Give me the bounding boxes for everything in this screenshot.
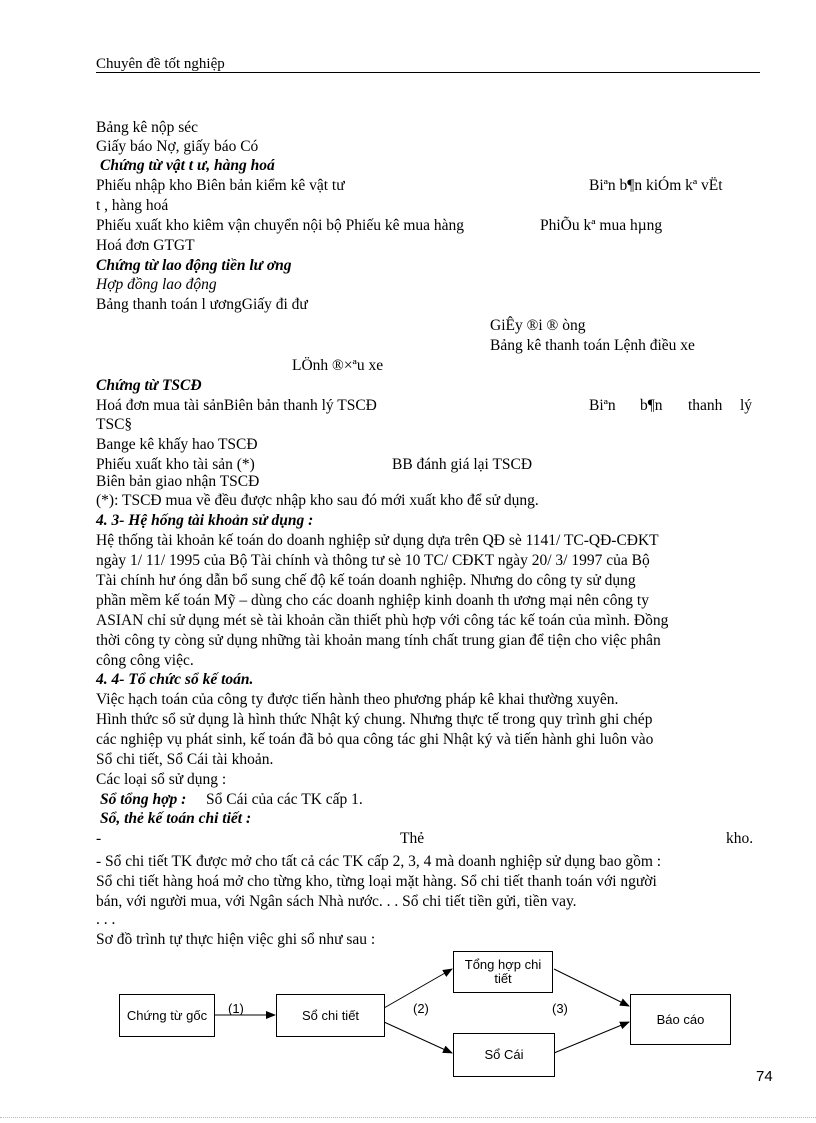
text-line: Hoá đơn GTGT [96,237,195,254]
paragraph-line: các nghiệp vụ phát sinh, kế toán đã bỏ qua công tác ghi Nhật ký và tiến hành ghi luôn vào [96,731,654,748]
text-line: Giấy báo Nợ, giấy báo Có [96,138,259,155]
text-line: Sổ Cái của các TK cấp 1. [206,791,363,808]
arrow-2-down [384,1022,452,1053]
flow-box-so-chi-tiet: Sổ chi tiết [276,994,385,1037]
text-line: PhiÕu kª mua hµng [540,217,663,234]
paragraph-line: bán, với người mua, với Ngân sách Nhà nước. . . Sổ chi tiết tiền gửi, tiền vay. [96,893,577,910]
flow-box-so-cai: Sổ Cái [453,1033,555,1077]
text-word: b¶n [640,397,663,414]
paragraph-line: ASIAN chỉ sử dụng mét sè tài khoản cần thiết phù hợp với công tác kế toán của mình. Đồng [96,612,669,629]
text-word: - [96,830,102,847]
page-bottom-edge [0,1117,816,1118]
paragraph-line: ngày 1/ 11/ 1995 của Bộ Tài chính và thông tư sè 10 TC/ CĐKT ngày 20/ 3/ 1997 của Bộ [96,552,650,569]
text-line: Bảng kê thanh toán Lệnh điều xe [490,337,695,354]
paragraph-line: Tài chính hư óng dẫn bổ sung chế độ kế toán doanh nghiệp. Nhưng do công ty sử dụng [96,572,636,589]
paragraph-line: thời công ty còng sử dụng những tài khoản mang tính chất trung gian để tiện cho việc phân [96,632,661,649]
flow-label-2: (2) [413,1001,429,1016]
text-line: Bange kê khấy hao TSCĐ [96,436,258,453]
paragraph-line: Các loại sổ sử dụng : [96,771,227,788]
section-heading: Chứng từ lao động tiền lư ơng [96,257,292,274]
flow-box-chung-tu-goc: Chứng từ gốc [119,994,215,1037]
paragraph-line: Việc hạch toán của công ty được tiến hành theo phương pháp kê khai thường xuyên. [96,691,619,708]
text-line: LÖnh ®×ªu xe [292,357,384,374]
section-heading: Sổ, thẻ kế toán chi tiết : [100,810,252,827]
flow-box-tong-hop-chi-tiet: Tổng hợp chi tiết [453,951,553,993]
text-line: GiÊy ®i ® òng [490,317,586,334]
paragraph-line: Sổ chi tiết, Sổ Cái tài khoản. [96,751,274,768]
flow-box-bao-cao: Báo cáo [630,994,731,1045]
paragraph-line: phần mềm kế toán Mỹ – dùng cho các doanh nghiệp kinh doanh th ương mại nên công ty [96,592,649,609]
text-line: Biªn b¶n kiÓm kª vËt [589,177,723,194]
paragraph-line: công công việc. [96,652,194,669]
arrow-3-down [554,1022,629,1053]
text-word: kho. [726,830,754,847]
text-line: Hoá đơn mua tài sảnBiên bản thanh lý TSCĐ [96,397,377,414]
text-line: Hợp đồng lao động [96,276,217,293]
flow-label-3: (3) [552,1001,568,1016]
text-line: Phiếu xuất kho tài sản (*) [96,456,255,473]
text-line: (*): TSCĐ mua về đều được nhập kho sau đó mới xuất kho để sử dụng. [96,492,539,509]
text-line: TSC§ [96,416,133,433]
text-line: Sơ đồ trình tự thực hiện việc ghi sổ như sau : [96,931,376,948]
section-heading: Sổ tổng hợp : [100,791,187,808]
text-line: BB đánh giá lại TSCĐ [392,456,533,473]
section-heading: 4. 3- Hệ hống tài khoản sử dụng : [96,512,314,529]
text-line: Phiếu xuất kho kiêm vận chuyển nội bộ Phiếu kê mua hàng [96,217,465,234]
text-line: Phiếu nhập kho Biên bản kiểm kê vật tư [96,177,345,194]
text-line: Biên bản giao nhận TSCĐ [96,473,260,490]
text-line: . . . [96,911,116,928]
text-word: Biªn [589,397,616,414]
text-word: Thẻ [400,830,425,847]
section-heading: Chứng từ TSCĐ [96,377,202,394]
text-word: thanh [688,397,723,414]
section-heading: Chứng từ vật t ư, hàng hoá [100,157,275,174]
paragraph-line: Hệ thống tài khoản kế toán do doanh nghiệp sử dụng dựa trên QĐ sè 1141/ TC-QĐ-CĐKT [96,532,659,549]
section-heading: 4. 4- Tổ chức sổ kế toán. [96,671,254,688]
flow-label-1: (1) [228,1001,244,1016]
text-line: Bảng kê nộp séc [96,119,199,136]
text-word: lý [740,397,753,414]
text-line: Bảng thanh toán l ươngGiấy đi đư [96,296,308,313]
paragraph-line: Sổ chi tiết hàng hoá mở cho từng kho, từng loại mặt hàng. Sổ chi tiết thanh toán với người [96,873,657,890]
page-number: 74 [756,1068,773,1085]
paragraph-line: - Sổ chi tiết TK được mở cho tất cả các TK cấp 2, 3, 4 mà doanh nghiệp sử dụng bao gồm : [96,853,662,870]
text-line: t , hàng hoá [96,197,169,214]
paragraph-line: Hình thức sổ sử dụng là hình thức Nhật ký chung. Nhưng thực tế trong quy trình ghi chép [96,711,653,728]
page-header-title: Chuyên đề tốt nghiệp [96,56,225,72]
